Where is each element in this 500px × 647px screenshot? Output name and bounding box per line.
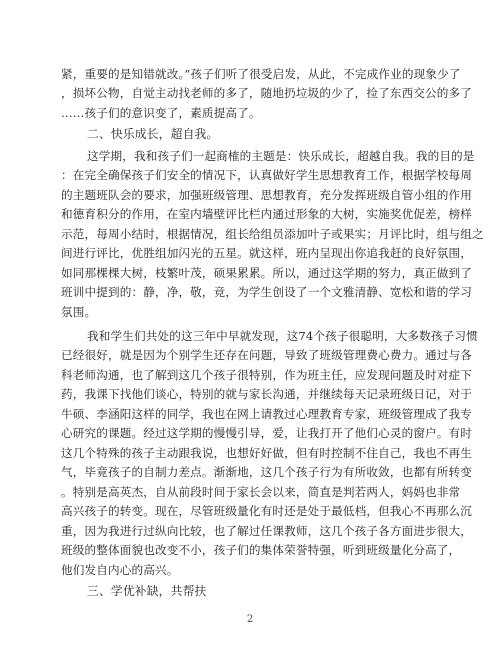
body-text-line: ：在完全确保孩子们安全的情况下，认真做好学生思想教育工作，根据学校每周 (61, 168, 473, 182)
page-number: 2 (246, 614, 254, 625)
body-text-line: 班级的整体面貌也改变不小，孩子们的集体荣誉特强，听到班级量化分高了， (61, 543, 461, 557)
body-text-line: 心研究的课题。经过这学期的慢慢引导，爱，让我打开了他们心灵的窗户。有时 (61, 426, 473, 440)
paragraph-first-line: 这学期，我和孩子们一起商榷的主题是：快乐成长，超越自我。我的目的是 (87, 149, 475, 163)
body-text-line: 重，因为我进行过纵向比较，也了解过任课教师，这几个孩子各方面进步很大， (61, 524, 473, 538)
body-text-line: 氛围。 (61, 305, 97, 319)
body-text-line: 和德育积分的作用，在室内墙壁评比栏内通过形象的大树，实施奖优促差，榜样 (61, 207, 473, 221)
body-text-line: 这几个特殊的孩子主动跟我说，也想好好做，但有时控制不住自己，我也不再生 (61, 446, 473, 460)
body-text-line: 班训中提到的：静，净，敬，竞，为学生创设了一个文雅清静、宽松和谐的学习 (61, 285, 473, 299)
body-text-line: 示范，每周小结时，根据情况，组长给组员添加叶子或果实；月评比时，组与组之 (61, 227, 484, 241)
body-text-line: 紧，重要的是知错就改。”孩子们听了很受启发，从此，不完成作业的现象少了 (61, 67, 461, 81)
body-text-line: 如同那棵棵大树，枝繁叶茂，硕果累累。所以，通过这学期的努力，真正做到了 (61, 266, 473, 280)
body-text-line: 气，毕竟孩子的自制力差点。渐渐地，这几个孩子行为有所收敛，也都有所转变 (61, 465, 473, 479)
body-text-line: 已经很好，就是因为个别学生还存在问题，导致了班级管理费心费力。通过与各 (61, 348, 473, 362)
section-heading: 二、快乐成长，超自我。 (87, 127, 219, 141)
body-text-line: ，损坏公物，自觉主动找老师的多了，随地扔垃圾的少了，捡了东西交公的多了 (61, 86, 473, 100)
body-text-line: 药，我课下找他们谈心，特别的就与家长沟通，并继续每天记录班级日记，对于 (61, 387, 473, 401)
body-text-line: 高兴孩子的转变。现在，尽管班级量化有时还是处于最低档，但我心不再那么沉 (61, 504, 473, 518)
paragraph-first-line: 我和学生们共处的这三年中早就发现，这74个孩子很聪明，大多数孩子习惯 (87, 329, 478, 343)
body-text-line: 他们发自内心的高兴。 (61, 563, 179, 577)
body-text-line: 间进行评比，优胜组加闪光的五星。就这样，班内呈现出你追我赶的良好氛围， (61, 246, 473, 260)
body-text-line: 的主题班队会的要求，加强班级管理、思想教育，充分发挥班级自管小组的作用 (61, 188, 473, 202)
section-heading: 三、学优补缺，共帮扶 (87, 584, 207, 598)
body-text-line: 科老师沟通，也了解到这几个孩子很特别，作为班主任，应发现问题及时对症下 (61, 368, 473, 382)
body-text-line: ……孩子们的意识变了，素质提高了。 (61, 106, 261, 120)
body-text-line: 牛硕、李涵阳这样的同学，我也在网上请教过心理教育专家，班级管理成了我专 (61, 407, 473, 421)
body-text-line: 。特别是高英杰，自从前段时间于家长会以来，简直是判若两人，妈妈也非常 (61, 485, 461, 499)
